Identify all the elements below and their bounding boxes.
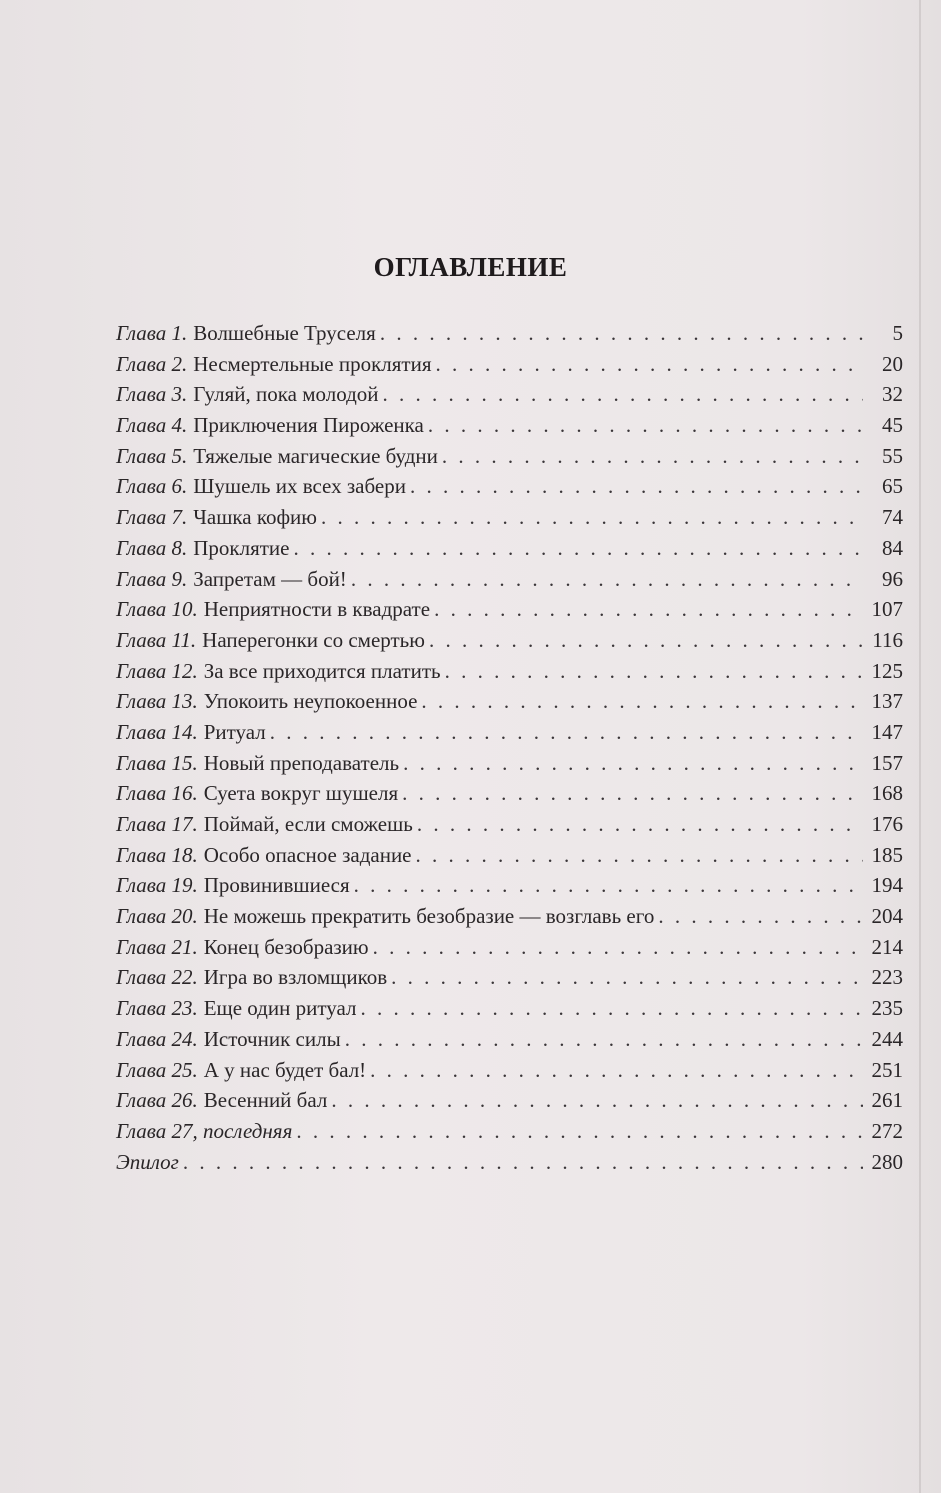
- chapter-title: Волшебные Труселя: [193, 321, 376, 345]
- chapter-number: Глава 26.: [116, 1088, 198, 1113]
- toc-entry: [116, 410, 903, 441]
- dot-leader: [270, 717, 863, 748]
- dot-leader: [345, 1024, 863, 1055]
- chapter-title: Наперегонки со смертью: [202, 627, 425, 652]
- chapter-page-number: 280: [871, 1149, 903, 1174]
- chapter-number: Глава 7.: [116, 505, 188, 530]
- chapter-number: Глава 10.: [116, 597, 198, 622]
- toc-entry: [116, 502, 903, 533]
- toc-entry: [116, 471, 903, 502]
- chapter-title: Тяжелые магические будни: [193, 443, 438, 468]
- chapter-page-number: 147: [871, 719, 903, 744]
- chapter-page-number: 137: [871, 689, 903, 714]
- chapter-title: Провинившиеся: [203, 873, 350, 898]
- toc-entry: [116, 1085, 903, 1116]
- chapter-page-number: 20: [882, 351, 903, 376]
- chapter-page-number: 272: [871, 1118, 903, 1143]
- dot-leader: [380, 318, 863, 349]
- chapter-number: Глава 12.: [116, 658, 198, 683]
- chapter-page-number: 55: [882, 443, 903, 468]
- chapter-page-number: 5: [892, 321, 903, 345]
- dot-leader: [183, 1147, 863, 1178]
- dot-leader: [354, 870, 863, 901]
- dot-leader: [383, 379, 863, 410]
- chapter-page-number: 32: [882, 382, 903, 407]
- dot-leader: [370, 1055, 863, 1086]
- chapter-title: Весенний бал: [203, 1088, 328, 1113]
- toc-entry: [116, 778, 903, 809]
- chapter-title: Еще один ритуал: [203, 996, 357, 1021]
- toc-entry: [116, 1116, 903, 1147]
- chapter-title: Ритуал: [203, 719, 266, 744]
- chapter-page-number: 74: [882, 505, 903, 530]
- chapter-title: Гуляй, пока молодой: [193, 382, 379, 407]
- dot-leader: [373, 932, 863, 963]
- chapter-title: Новый преподаватель: [203, 750, 400, 775]
- dot-leader: [416, 840, 863, 871]
- dot-leader: [360, 993, 863, 1024]
- dot-leader: [429, 625, 863, 656]
- toc-entry: [116, 594, 903, 625]
- toc-entry: [116, 1055, 903, 1086]
- chapter-number: Глава 18.: [116, 842, 198, 867]
- chapter-number: Глава 6.: [116, 474, 188, 499]
- chapter-title: Несмертельные проклятия: [193, 351, 432, 376]
- chapter-number: Глава 16.: [116, 781, 198, 806]
- chapter-page-number: 65: [882, 474, 903, 499]
- page-spine-shadow: [919, 0, 921, 1493]
- toc-entry: [116, 748, 903, 779]
- toc-entry: [116, 932, 903, 963]
- dot-leader: [402, 778, 863, 809]
- chapter-number: Глава 3.: [116, 382, 188, 407]
- chapter-number: Глава 23.: [116, 996, 198, 1021]
- toc-entry: [116, 349, 903, 380]
- chapter-title: За все приходится платить: [203, 658, 441, 683]
- chapter-number: Глава 19.: [116, 873, 198, 898]
- dot-leader: [391, 962, 863, 993]
- dot-leader: [445, 656, 863, 687]
- chapter-title: Упокоить неупокоенное: [203, 689, 418, 714]
- chapter-page-number: 223: [871, 965, 903, 990]
- chapter-title: Игра во взломщиков: [203, 965, 388, 990]
- dot-leader: [293, 533, 863, 564]
- chapter-number: Глава 20.: [116, 904, 198, 929]
- toc-entry: [116, 993, 903, 1024]
- toc-entry: [116, 962, 903, 993]
- toc-entry: [116, 1147, 903, 1178]
- chapter-number: Глава 22.: [116, 965, 198, 990]
- chapter-page-number: 204: [871, 904, 903, 929]
- chapter-number: Глава 17.: [116, 812, 198, 836]
- toc-entry: [116, 625, 903, 656]
- dot-leader: [417, 809, 863, 840]
- chapter-page-number: 107: [871, 597, 903, 622]
- toc-entry: [116, 840, 903, 871]
- chapter-title: Суета вокруг шушеля: [203, 781, 399, 806]
- chapter-page-number: 194: [871, 873, 903, 898]
- chapter-page-number: 251: [871, 1057, 903, 1082]
- chapter-page-number: 244: [871, 1026, 903, 1051]
- chapter-number: Глава 25.: [116, 1057, 198, 1082]
- chapter-title: Конец безобразию: [203, 934, 369, 959]
- chapter-title: Поймай, если сможешь: [203, 812, 413, 836]
- chapter-title: Не можешь прекратить безобразие — возглавь его: [203, 904, 655, 929]
- chapter-page-number: 214: [871, 934, 903, 959]
- toc-entry: [116, 441, 903, 472]
- dot-leader: [442, 441, 863, 472]
- chapter-page-number: 235: [871, 996, 903, 1021]
- toc-entry: [116, 717, 903, 748]
- chapter-number: Глава 2.: [116, 351, 188, 376]
- chapter-page-number: 125: [871, 658, 903, 683]
- chapter-page-number: 96: [882, 566, 903, 591]
- chapter-page-number: 157: [871, 750, 903, 775]
- chapter-number: Глава 4.: [116, 413, 188, 438]
- chapter-page-number: 168: [871, 781, 903, 806]
- chapter-number: Глава 24.: [116, 1026, 198, 1051]
- dot-leader: [321, 502, 863, 533]
- chapter-page-number: 116: [872, 627, 903, 652]
- toc-heading: ОГЛАВЛЕНИЕ: [373, 252, 568, 282]
- chapter-title: Неприятности в квадрате: [203, 597, 431, 622]
- chapter-title: Особо опасное задание: [203, 842, 412, 867]
- toc-entry: [116, 564, 903, 595]
- dot-leader: [436, 349, 863, 380]
- chapter-page-number: 185: [871, 842, 903, 867]
- dot-leader: [658, 901, 863, 932]
- chapter-number: Глава 21.: [116, 934, 198, 959]
- toc-entry: [116, 533, 903, 564]
- chapter-title: Запретам — бой!: [193, 566, 347, 591]
- chapter-page-number: 176: [871, 812, 903, 836]
- dot-leader: [434, 594, 863, 625]
- chapter-page-number: 45: [882, 413, 903, 438]
- chapter-title: Источник силы: [203, 1026, 341, 1051]
- chapter-number: Глава 13.: [116, 689, 198, 714]
- dot-leader: [351, 564, 863, 595]
- chapter-title: Приключения Пироженка: [193, 413, 424, 438]
- chapter-number: Глава 5.: [116, 443, 188, 468]
- toc-entry: [116, 379, 903, 410]
- chapter-title: Шушель их всех забери: [193, 474, 406, 499]
- chapter-page-number: 261: [871, 1088, 903, 1113]
- dot-leader: [421, 686, 863, 717]
- toc-entry: [116, 870, 903, 901]
- chapter-number: Глава 14.: [116, 719, 198, 744]
- toc-entry: [116, 318, 903, 349]
- dot-leader: [428, 410, 863, 441]
- dot-leader: [296, 1116, 863, 1147]
- chapter-title: А у нас будет бал!: [203, 1057, 367, 1082]
- toc-entry: [116, 809, 903, 840]
- chapter-title: Проклятие: [193, 535, 290, 560]
- dot-leader: [331, 1085, 863, 1116]
- toc-entry: [116, 1024, 903, 1055]
- chapter-number: Глава 27, последняя: [116, 1118, 293, 1143]
- dot-leader: [403, 748, 863, 779]
- toc-entry: [116, 686, 903, 717]
- chapter-title: Чашка кофию: [193, 505, 317, 530]
- chapter-number: Глава 8.: [116, 535, 188, 560]
- chapter-number: Глава 15.: [116, 750, 198, 775]
- chapter-number: Глава 1.: [116, 321, 188, 345]
- table-of-contents: [116, 318, 903, 1177]
- chapter-page-number: 84: [882, 535, 903, 560]
- chapter-number: Эпилог: [116, 1149, 179, 1174]
- toc-entry: [116, 656, 903, 687]
- chapter-number: Глава 9.: [116, 566, 188, 591]
- dot-leader: [410, 471, 863, 502]
- toc-entry: [116, 901, 903, 932]
- chapter-number: Глава 11.: [116, 627, 197, 652]
